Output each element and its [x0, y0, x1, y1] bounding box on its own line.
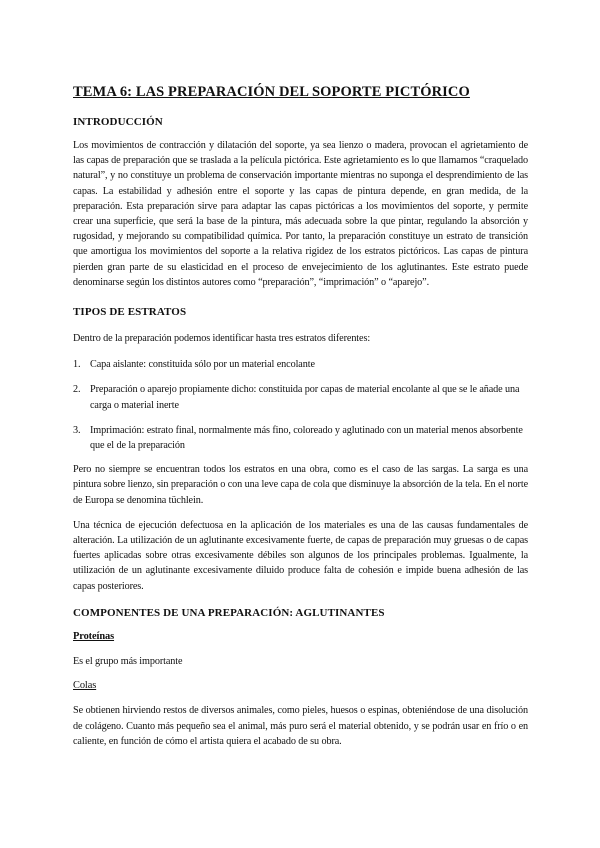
components-heading: COMPONENTES DE UNA PREPARACIÓN: AGLUTINANTES — [73, 606, 385, 619]
list-item — [73, 382, 528, 412]
list-item-text: Capa aislante: constituida sólo por un material encolante — [90, 359, 315, 371]
proteins-text: Es el grupo más importante — [73, 656, 183, 668]
colas-heading: Colas — [73, 680, 97, 692]
defects-paragraph: Una técnica de ejecución defectuosa en la aplicación de los materiales es una de las causas fundamentales de alteración. La utilización de un aglutinante excesivamente fuerte, de capas de preparación muy gruesas o de capas fuertes aplicadas sobre otras excesivamente débiles son algunos de los principales problemas. Igualmente, la utilización de un aglutinante excesivamente diluido produce falta de cohesión e impide buena adhesión de las capas posteriores. — [73, 519, 528, 592]
list-item-number: 2. — [73, 384, 81, 396]
list-item-number: 3. — [73, 424, 81, 436]
strata-heading: TIPOS DE ESTRATOS — [73, 306, 187, 319]
sargas-paragraph: Pero no siempre se encuentran todos los estratos en una obra, como es el caso de las sargas. La sarga es una pintura sobre lienzo, sin preparación o con una leve capa de cola que disminuye la absorción de la tela. En el norte de Europa se denomina tüchlein. — [73, 464, 528, 506]
list-item-number: 1. — [73, 359, 81, 371]
list-item — [73, 357, 528, 372]
strata-lead: Dentro de la preparación podemos identificar hasta tres estratos diferentes: — [73, 333, 371, 345]
intro-heading: INTRODUCCIÓN — [73, 116, 163, 128]
document-body — [73, 84, 528, 749]
strata-list — [73, 357, 528, 453]
list-item-text: Imprimación: estrato final, normalmente más fino, coloreado y aglutinado con un material menos absorbente que el de la preparación — [90, 424, 523, 452]
proteins-heading: Proteínas — [73, 630, 115, 642]
colas-paragraph: Se obtienen hirviendo restos de diversos animales, como pieles, huesos o espinas, obteniéndose de una disolución de colágeno. Cuanto más pequeño sea el animal, más puro será el material obtenido, y se podrán usar en frío o en caliente, en función de cómo el artista quiera el acabado de su obra. — [73, 705, 528, 747]
list-item — [73, 423, 528, 453]
intro-paragraph: Los movimientos de contracción y dilatación del soporte, ya sea lienzo o madera, provocan el agrietamiento de las capas de preparación que se traslada a la película pictórica. Este agrietamiento es lo que llamamos “craquelado natural”, y no constituye un problema de conservación importante mientras no suponga el desprendimiento de las capas. La estabilidad y adhesión entre el soporte y las capas de pintura depende, en gran medida, de la preparación. Esta preparación sirve para adaptar las capas pictóricas a los movimientos del soporte, y permite crear una superficie, que será la base de la pintura, más adecuada sobre la que pintar, regulando la absorción y rugosidad, y mejorando su compatibilidad química. Por tanto, la preparación constituye un estrato de transición que amortigua los movimientos del soporte a la relativa rigidez de los estratos pictóricos. Las capas de pintura pierden gran parte de su elasticidad en el proceso de envejecimiento de los aglutinantes. Este estrato puede denominarse según los distintos autores como “preparación”, “imprimación” o “aparejo”. — [73, 140, 528, 288]
list-item-text: Preparación o aparejo propiamente dicho: constituida por capas de material encolante al que se le añade una carga o material inerte — [90, 384, 520, 411]
document-title: TEMA 6: LAS PREPARACIÓN DEL SOPORTE PICTÓRICO — [73, 84, 470, 100]
